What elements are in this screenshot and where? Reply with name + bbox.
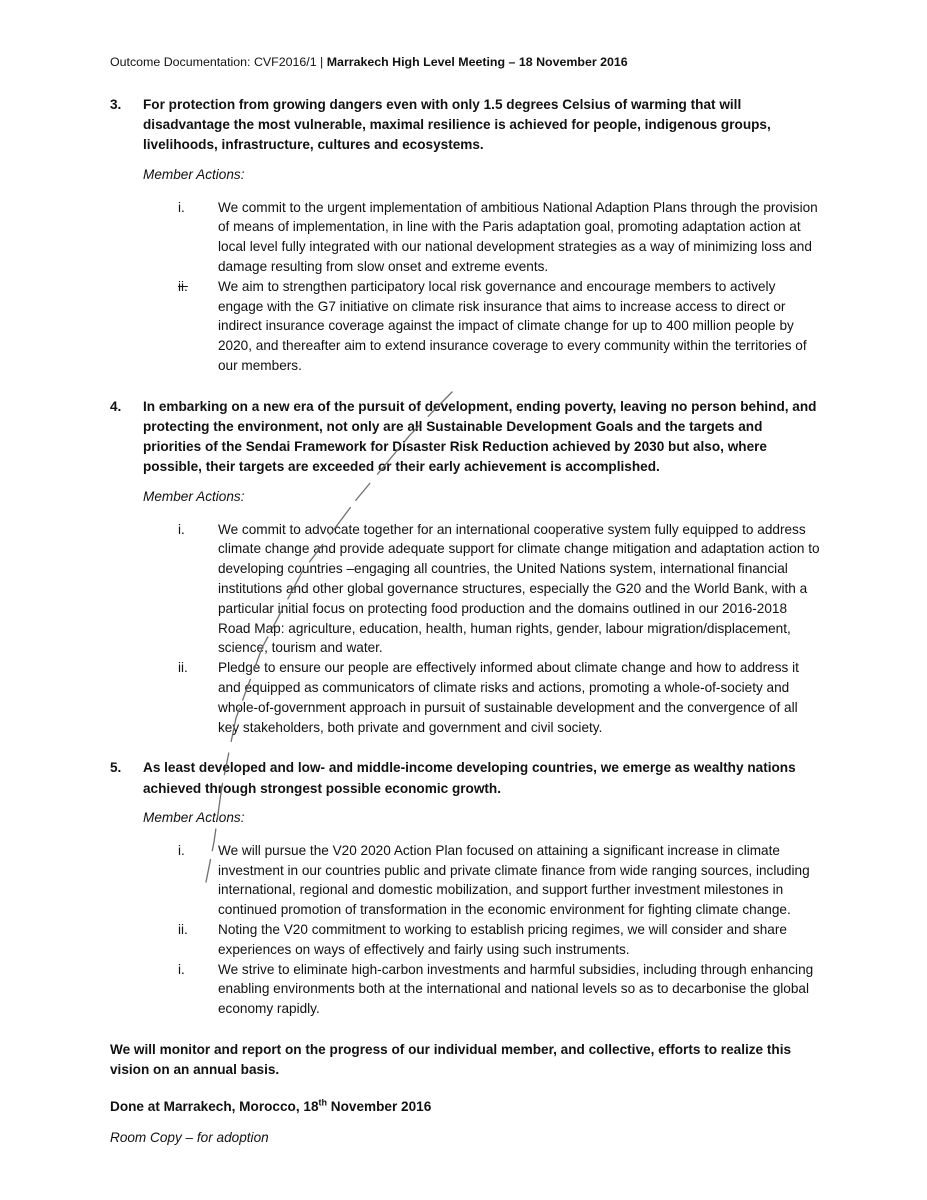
action-text: We strive to eliminate high-carbon investments and harmful subsidies, including through enhancing enabling environments both at the international and national levels so as to decarbonise the global economy rapidly. [218,961,814,1017]
action-item [178,520,822,659]
action-text: Pledge to ensure our people are effectively informed about climate change and how to address it and equipped as communicators of climate risks and actions, promoting a whole-of-society and whole-of-government approach in pursuit of sustainable development and the convergence of all key stakeholders, both private and government and civil society. [218,660,799,735]
section-4 [110,397,822,738]
section-title: For protection from growing dangers even with only 1.5 degrees Celsius of warming that will disadvantage the most vulnerable, maximal resilience is achieved for people, indigenous groups, livelihoods, infrastructure, cultures and ecosystems. [143,97,771,153]
action-numeral: i. [178,199,185,215]
action-text: We commit to the urgent implementation of ambitious National Adaption Plans through the provision of means of implementation, in line with the Paris adaptation goal, promoting adaptation action at local level fully integrated with our national development strategies as a way of minimizing loss and damage resulting from slow onset and extreme events. [218,199,818,274]
page-header [110,54,830,70]
signoff-date: November 2016 [327,1099,432,1115]
section-5 [110,758,822,1019]
header-prefix: Outcome Documentation: CVF2016/1 | [110,55,327,69]
action-numeral: ii. [178,921,188,937]
member-actions-label: Member Actions: [143,166,245,182]
section-heading [110,397,822,478]
action-numeral: ii. [178,660,188,676]
section-number: 3. [110,97,122,112]
section-number: 4. [110,398,122,414]
section-title: In embarking on a new era of the pursuit of development, ending poverty, leaving no person behind, and protecting the environment, not only are all Sustainable Development Goals and the targets and priorities of the Sendai Framework for Disaster Risk Reduction achieved by 2030 but also, where possible, their targets are exceeded or their early achievement is accomplished. [143,398,817,475]
signoff-ordinal: th [318,1097,328,1108]
section-3 [110,95,822,376]
action-item [178,920,822,960]
section-number: 5. [110,760,122,776]
signoff-text: Done at Marrakech, Morocco, 18 [110,1099,319,1115]
action-item [178,658,822,737]
action-numeral: i. [178,961,185,977]
action-text: We aim to strengthen participatory local risk governance and encourage members to actively engage with the G7 initiative on climate risk insurance that aims to increase access to direct or indirect insurance coverage against the impact of climate change for up to 400 million people by 2020, and thereafter aim to extend insurance coverage to every community within the territories of our members. [218,278,807,373]
document-body [110,95,822,1117]
action-text: We will pursue the V20 2020 Action Plan focused on attaining a significant increase in climate investment in our countries public and private climate finance from wide ranging sources, including international, regional and domestic mobilization, and support further investment milestones in continued promotion of transformation in the economic environment for fighting climate change. [218,842,810,918]
action-numeral-struck: ii. [178,278,188,294]
action-numeral: i. [178,521,185,537]
action-text: Noting the V20 commitment to working to establish pricing regimes, we will consider and share experiences on ways of effectively and fairly using such instruments. [218,921,787,957]
section-heading [110,95,822,156]
closing-statement: We will monitor and report on the progress of our individual member, and collective, efforts to realize this vision on an annual basis. [110,1041,792,1078]
member-actions-label: Member Actions: [143,809,245,825]
action-text: We commit to advocate together for an international cooperative system fully equipped to address climate change and provide adequate support for climate change mitigation and adaptation action to developing countries –engaging all countries, the United Nations system, international financial institutions and other global governance structures, especially the G20 and the World Bank, with a particular initial focus on protecting food production and the domains outlined in our 2016-2018 Road Map: agriculture, education, health, human rights, gender, labour migration/displacement, science, tourism and water. [218,521,820,656]
page-footer: Room Copy – for adoption [110,1130,269,1145]
member-actions-label: Member Actions: [143,488,245,504]
action-item [178,277,822,376]
signoff-line [110,1097,822,1117]
action-item [178,841,822,920]
action-item [178,198,822,277]
action-numeral: i. [178,842,185,858]
section-heading [110,758,822,798]
header-meeting: Marrakech High Level Meeting – 18 November 2016 [326,55,628,69]
action-item [178,960,822,1019]
section-title: As least developed and low- and middle-income developing countries, we emerge as wealthy nations achieved through strongest possible economic growth. [143,760,796,796]
